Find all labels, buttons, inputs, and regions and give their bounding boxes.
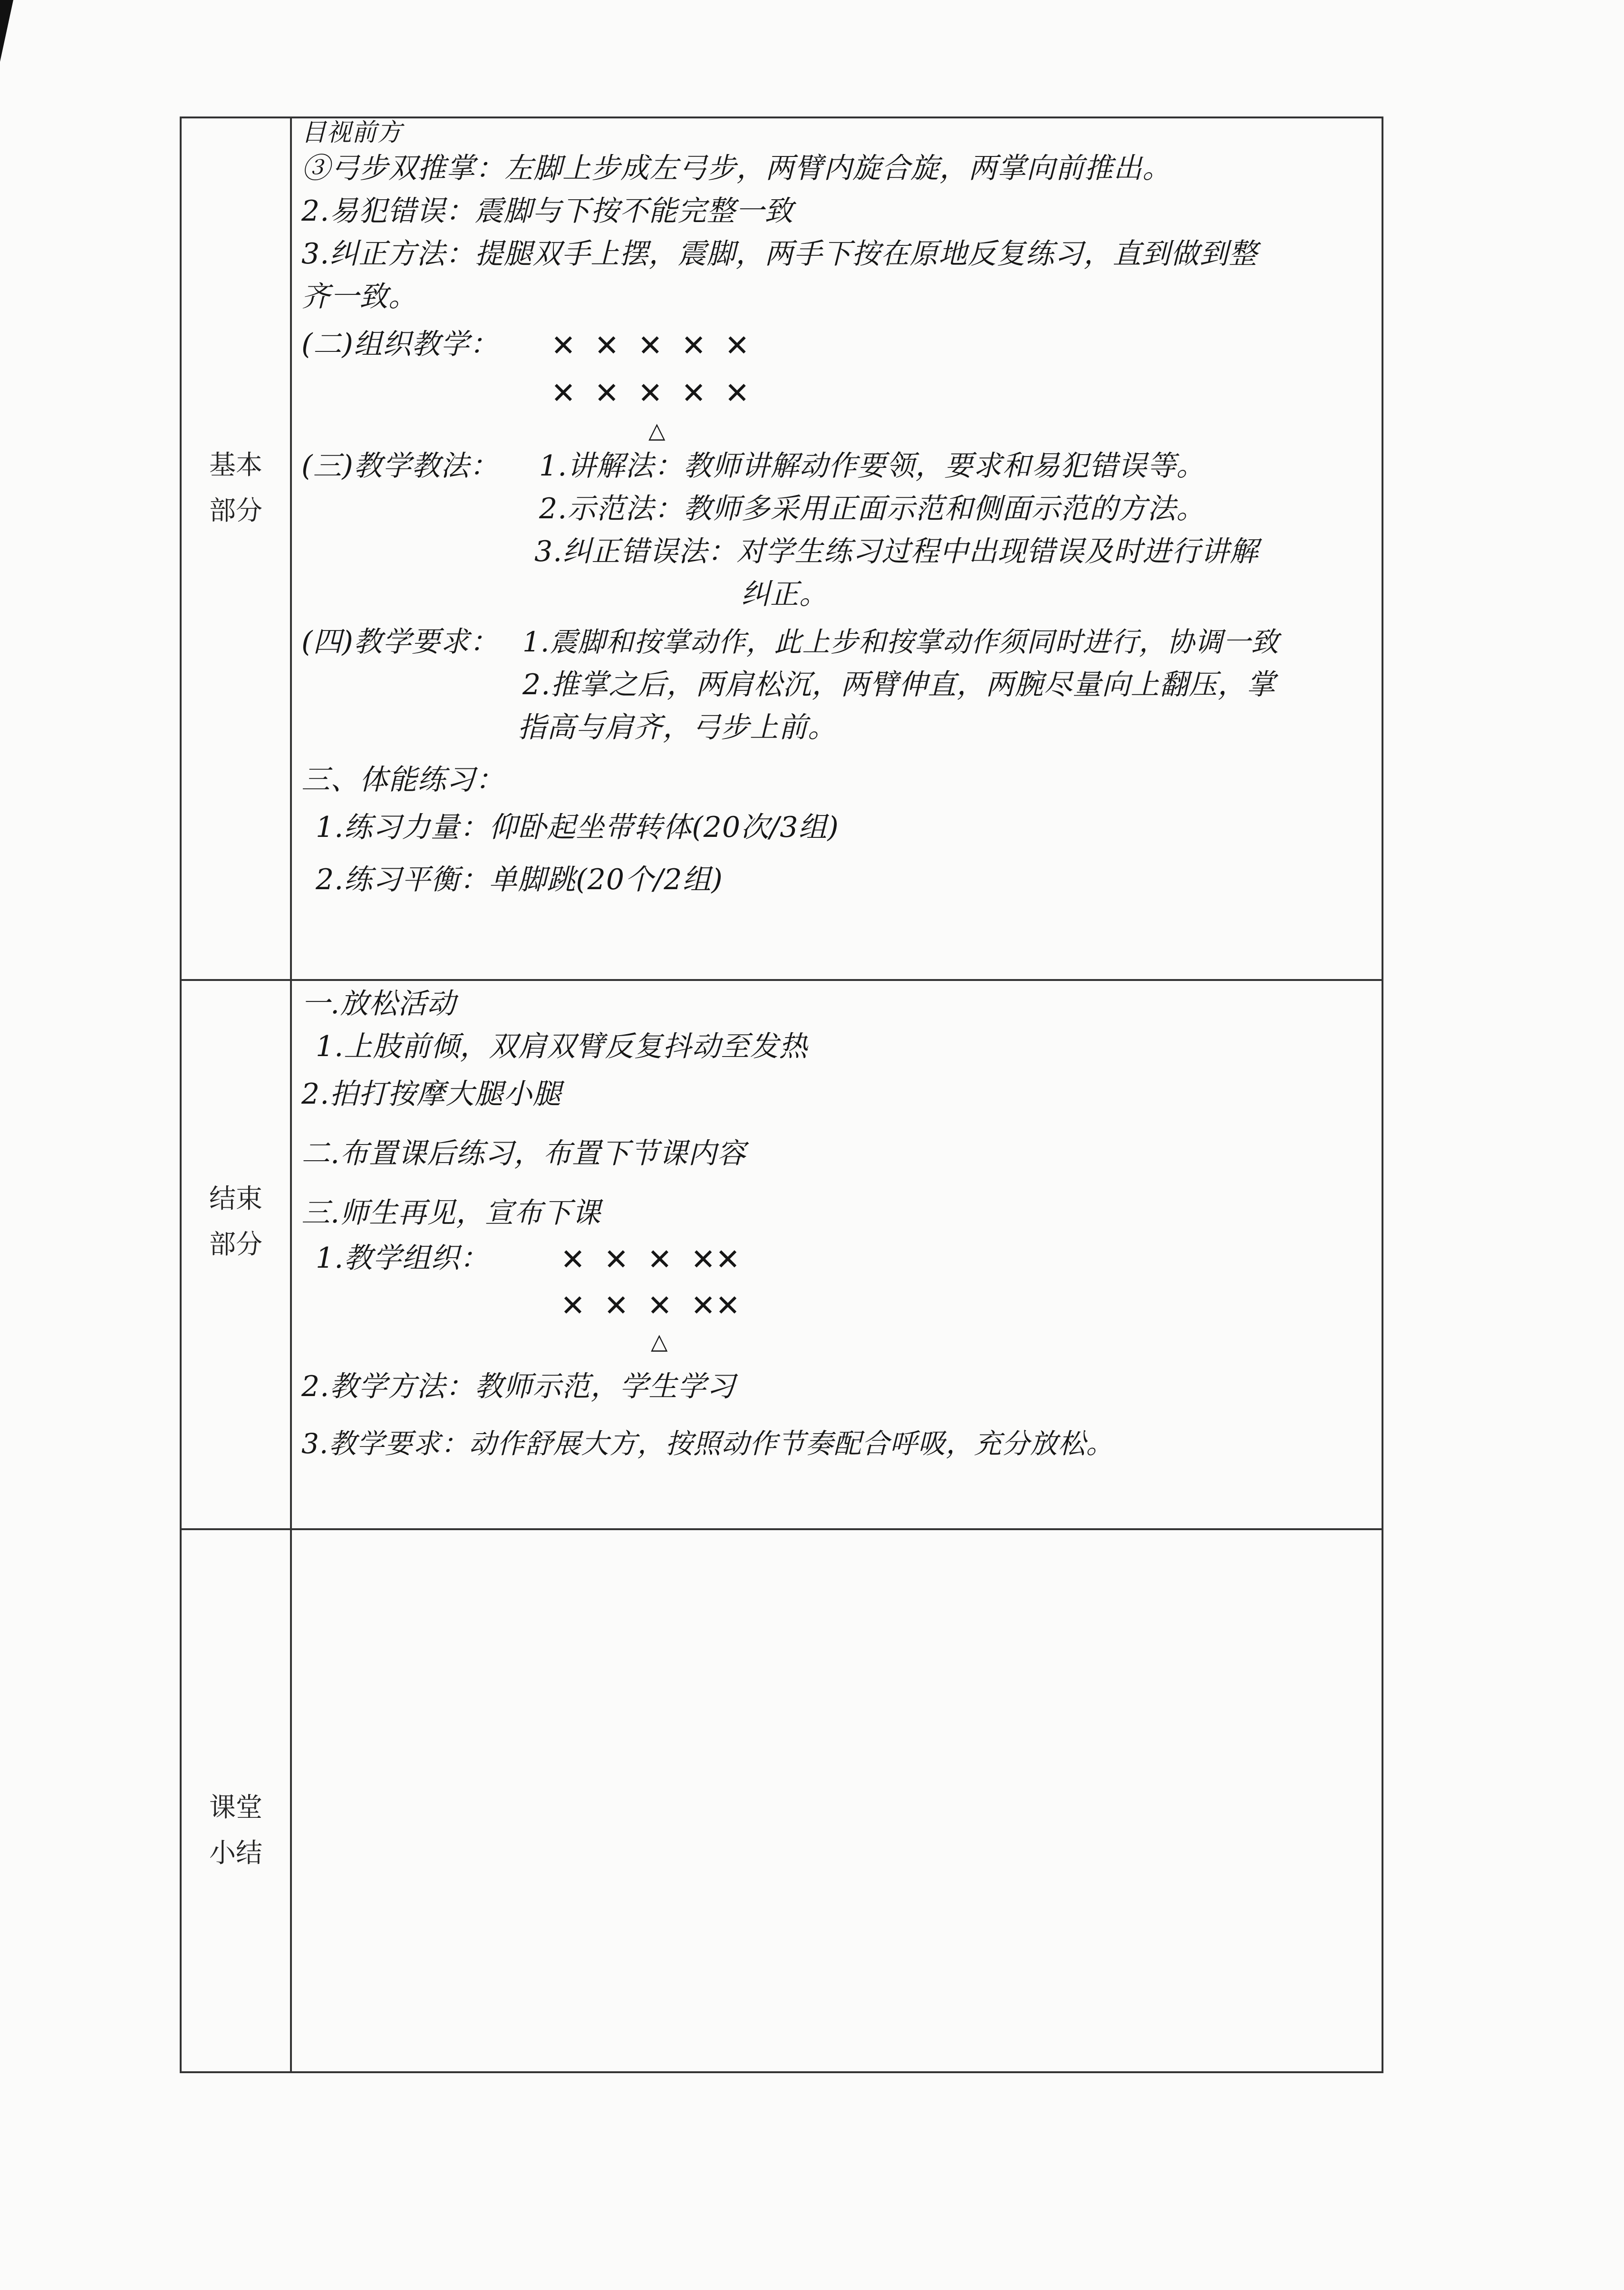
- ending-requirement: 3.教学要求：动作舒展大方，按照动作节奏配合呼吸，充分放松。: [301, 1427, 1114, 1460]
- fitness-item: 2.练习平衡：单脚跳(20个/2组): [316, 863, 723, 896]
- ending-method: 2.教学方法：教师示范，学生学习: [301, 1370, 736, 1403]
- row-label-basic-line2: 部分: [209, 495, 262, 526]
- organization-heading: (二)组织教学：: [301, 328, 499, 361]
- basic-line: 齐一致。: [301, 280, 417, 313]
- ending-formation-row2: ✕ ✕ ✕ ✕✕: [561, 1288, 740, 1323]
- method-item: 2.示范法：教师多采用正面示范和侧面示范的方法。: [539, 492, 1206, 525]
- ending-section-content: [301, 985, 1377, 1470]
- row-label-basic: [182, 443, 290, 534]
- basic-section-content: [301, 118, 1377, 906]
- fitness-heading: 三、体能练习：: [301, 763, 504, 796]
- requirement-item: 指高与肩齐，弓步上前。: [518, 711, 837, 744]
- ending-line: 三.师生再见，宣布下课: [301, 1196, 601, 1230]
- method-item: 3.纠正错误法：对学生练习过程中出现错误及时进行讲解: [534, 535, 1259, 568]
- methods-block: [301, 445, 1377, 616]
- ending-organization-row: [301, 1237, 1377, 1284]
- ending-line: 二.布置课后练习，布置下节课内容: [301, 1137, 746, 1170]
- lesson-plan-table: [180, 116, 1383, 2073]
- method-item: 纠正。: [741, 578, 828, 611]
- page-corner-mark: [0, 0, 13, 62]
- row-label-ending-line2: 部分: [209, 1229, 262, 1260]
- student-formation-row2: ✕ ✕ ✕ ✕ ✕: [551, 376, 750, 410]
- ending-line: 2.拍打按摩大腿小腿: [301, 1077, 562, 1111]
- basic-line: 2.易犯错误：震脚与下按不能完整一致: [301, 194, 794, 228]
- row-label-basic-line1: 基本: [209, 450, 262, 481]
- ending-formation-row1: ✕ ✕ ✕ ✕✕: [561, 1242, 740, 1277]
- basic-line: ③弓步双推掌：左脚上步成左弓步，两臂内旋合旋，两掌向前推出。: [301, 152, 1171, 185]
- label-column: [182, 118, 292, 2071]
- organization-row: [301, 318, 1377, 370]
- row-label-ending: [182, 1176, 290, 1268]
- methods-heading: (三)教学教法：: [301, 449, 499, 483]
- summary-blank-area: [292, 1530, 1382, 2071]
- requirements-block: [301, 621, 1377, 749]
- basic-line: 目视前方: [301, 118, 403, 147]
- row-label-ending-line1: 结束: [209, 1184, 262, 1214]
- student-formation-row1: ✕ ✕ ✕ ✕ ✕: [551, 328, 750, 363]
- row-label-summary-line2: 小结: [209, 1838, 262, 1869]
- row-divider-basic-ending: [182, 979, 1382, 981]
- ending-organization-label: 1.教学组织：: [316, 1242, 489, 1275]
- fitness-item: 1.练习力量：仰卧起坐带转体(20次/3组): [316, 811, 839, 844]
- requirement-item: 1.震脚和按掌动作，此上步和按掌动作须同时进行，协调一致: [522, 626, 1279, 658]
- ending-line: 一.放松活动: [301, 987, 456, 1020]
- row-label-summary-line1: 课堂: [209, 1792, 262, 1823]
- basic-line: 3.纠正方法：提腿双手上摆，震脚，两手下按在原地反复练习，直到做到整: [301, 237, 1258, 271]
- teacher-position-marker: △: [648, 417, 666, 443]
- ending-teacher-marker: △: [651, 1329, 668, 1354]
- ending-line: 1.上肢前倾，双肩双臂反复抖动至发热: [316, 1030, 808, 1063]
- requirements-heading: (四)教学要求：: [301, 625, 499, 659]
- requirement-item: 2.推掌之后，两肩松沉，两臂伸直，两腕尽量向上翻压，掌: [522, 668, 1276, 701]
- row-label-summary: [182, 1785, 290, 1876]
- method-item: 1.讲解法：教师讲解动作要领，要求和易犯错误等。: [539, 449, 1206, 483]
